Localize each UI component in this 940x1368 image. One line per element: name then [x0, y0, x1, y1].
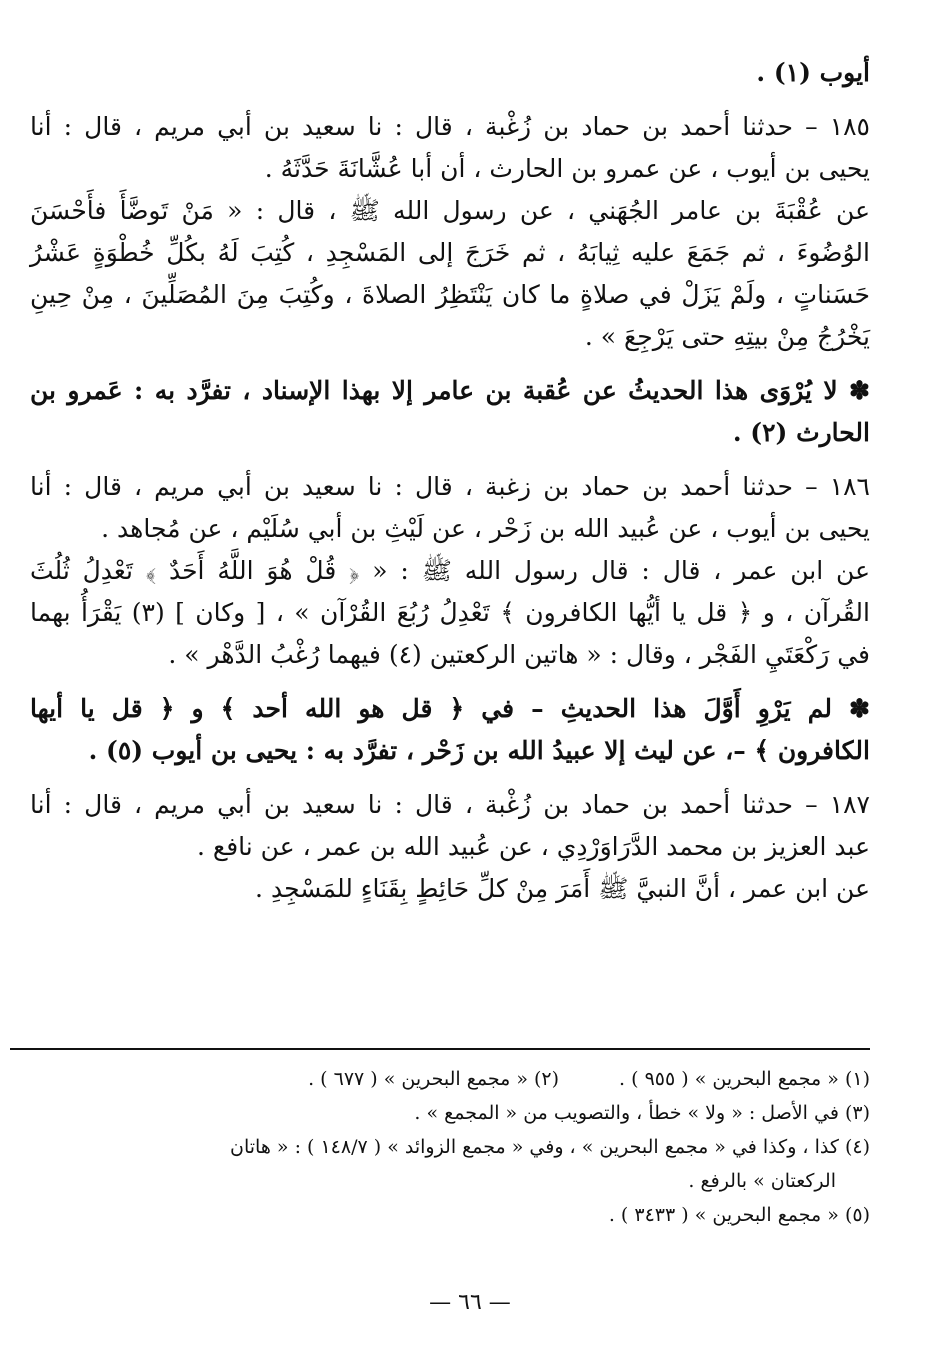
hadith-186-line: عن ابن عمر ، قال : قال رسول الله ﷺ : « ﴿ قُلْ هُوَ اللَّهُ أَحَدٌ ﴾ تَعْدِلُ ثُلُثَ	[30, 556, 870, 585]
hadith-185-line: الوُضُوءَ ، ثم جَمَعَ عليه ثِيابَهُ ، ثم خَرَجَ إلى المَسْجِدِ ، كُتِبَ لَهُ بكُلِّ خُطْوَةٍ عَشْرُ	[30, 238, 870, 267]
hadith-186-line: ١٨٦ – حدثنا أحمد بن حماد بن زغبة ، قال : نا سعيد بن أبي مريم ، قال : أنا	[30, 472, 870, 501]
hadith-185-line: يحيى بن أيوب ، عن عمرو بن الحارث ، أن أبا عُشَّانَةَ حَدَّثَهُ .	[264, 154, 870, 183]
hadith-185-line: عن عُقْبَةَ بن عامر الجُهَني ، عن رسول الله ﷺ ، قال : « مَنْ تَوضَّأَ فأَحْسَنَ	[30, 196, 870, 225]
hadith-185-line: يَخْرُجُ مِنْ بيتِهِ حتى يَرْجِعَ » .	[584, 322, 870, 351]
hadith-187-line: عبد العزيز بن محمد الدَّرَاوَرْدِي ، عن عُبيد الله بن عمر ، عن نافع .	[197, 832, 870, 861]
page-number: — ٦٦ —	[429, 1290, 511, 1315]
hadith-186-line: القُرآن ، و ﴿ قل يا أيُّها الكافرون ﴾ تَعْدِلُ رُبُعَ القُرْآن » ، [ وكان ] (٣) يَقْرَأُ بهما	[30, 598, 870, 627]
main-text	[30, 52, 870, 910]
footnote-3: (٣) في الأصل : « ولا » خطأ ، والتصويب من « المجمع » .	[414, 1102, 870, 1124]
text-line: أيوب (١) .	[756, 58, 870, 87]
footnote-5: (٥) « مجمع البحرين » ( ٣٤٣٣ ) .	[608, 1204, 870, 1226]
hadith-186-line: في رَكْعَتَيِ الفَجْر ، وقال : « هاتين الركعتين (٤) فيهما رُغْبُ الدَّهْر » .	[168, 640, 870, 669]
commentary-line: الكافرون ﴾ –، عن ليث إلا عبيدُ الله بن زَحْر ، تفرَّد به : يحيى بن أيوب (٥) .	[88, 736, 870, 765]
hadith-187-line: عن ابن عمر ، أنَّ النبيَّ ﷺ أَمَرَ مِنْ كلِّ حَائِطٍ بِقَنَاءٍ للمَسْجِدِ .	[255, 874, 870, 903]
footnote-divider	[10, 1048, 870, 1050]
footnote-4-continued: الركعتان » بالرفع .	[688, 1170, 836, 1192]
hadith-185-line: ١٨٥ – حدثنا أحمد بن حماد بن زُغْبة ، قال : نا سعيد بن أبي مريم ، قال : أنا	[30, 112, 870, 141]
footnote-4: (٤) كذا ، وكذا في « مجمع البحرين » ، وفي « مجمع الزوائد » ( ١٤٨/٧ ) : « هاتان	[230, 1136, 870, 1158]
hadith-187-line: ١٨٧ – حدثنا أحمد بن حماد بن زُغْبة ، قال : نا سعيد بن أبي مريم ، قال : أنا	[30, 790, 870, 819]
hadith-185-line: حَسَناتٍ ، ولَمْ يَزَلْ في صلاةٍ ما كان يَنْتَظِرُ الصلاةَ ، وكُتِبَ مِنَ المُصَلِّينَ ، مِنْ حِينِ	[30, 280, 870, 309]
hadith-186-line: يحيى بن أيوب ، عن عُبيد الله بن زَحْر ، عن لَيْثِ بن أبي سُلَيْم ، عن مُجاهد .	[101, 514, 870, 543]
commentary-line: ✽ لا يُرْوَى هذا الحديثُ عن عُقبة بن عامر إلا بهذا الإسناد ، تفرَّد به : عَمرو بن	[30, 376, 870, 405]
footnote-1: (١) « مجمع البحرين » ( ٩٥٥ ) .	[619, 1068, 870, 1090]
commentary-line: ✽ لم يَرْوِ أَوَّلَ هذا الحديثِ – في ﴿ قل هو الله أحد ﴾ و ﴿ قل يا أيها	[30, 694, 870, 723]
commentary-line: الحارث (٢) .	[732, 418, 870, 447]
footnote-2: (٢) « مجمع البحرين » ( ٦٧٧ ) .	[308, 1068, 560, 1090]
footnotes	[30, 1048, 870, 1232]
